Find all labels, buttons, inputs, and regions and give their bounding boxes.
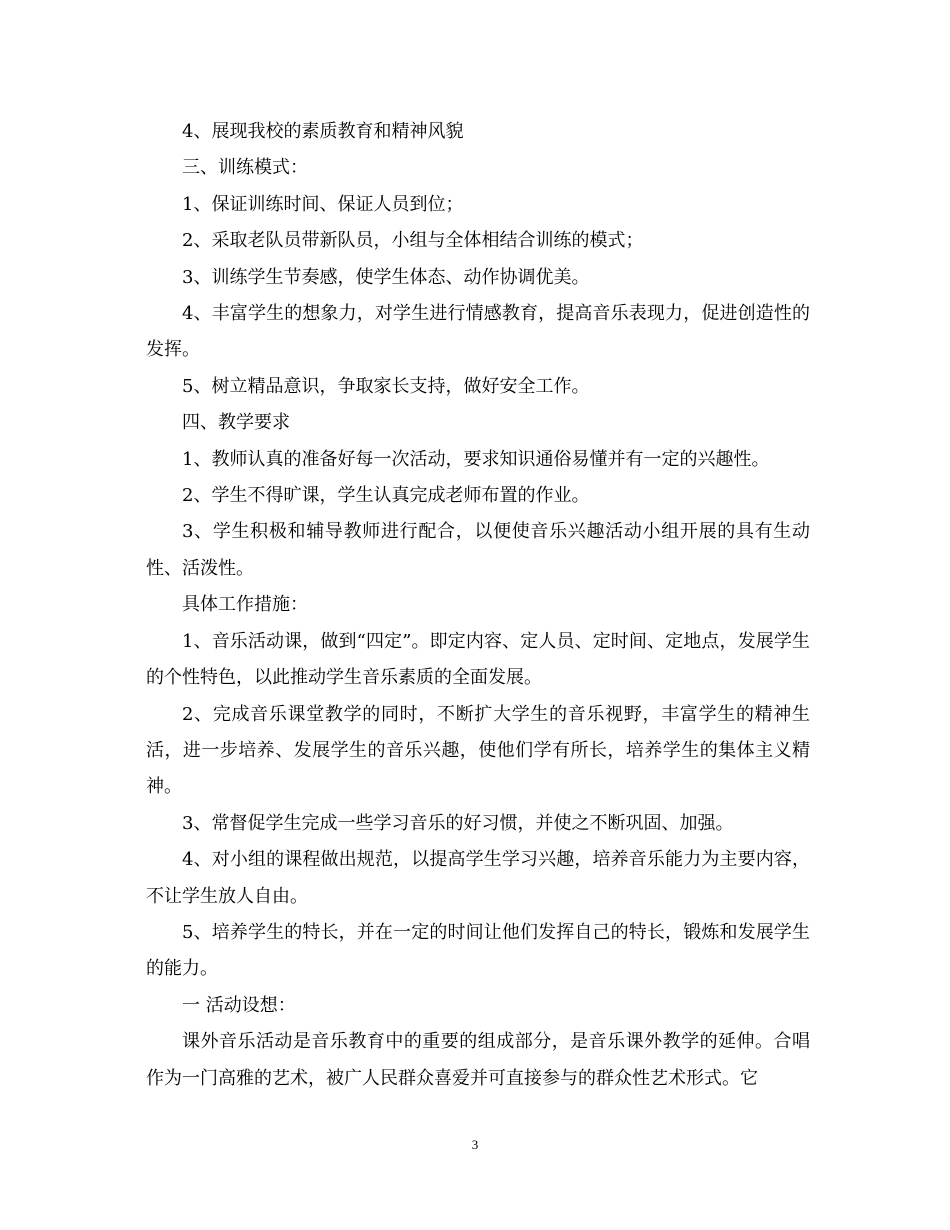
paragraph: 1、保证训练时间、保证人员到位； xyxy=(182,193,464,215)
paragraph: 2、学生不得旷课，学生认真完成老师布置的作业。 xyxy=(182,485,590,507)
paragraph: 3、训练学生节奏感，使学生体态、动作协调优美。 xyxy=(182,266,590,288)
document-body xyxy=(146,114,810,1097)
paragraph: 4、展现我校的素质教育和精神风貌 xyxy=(182,121,464,142)
section-heading: 一 活动设想： xyxy=(182,994,296,1016)
section-heading: 具体工作措施： xyxy=(182,594,308,616)
section-heading: 四、教学要求 xyxy=(182,412,290,434)
page-number: 3 xyxy=(471,1137,479,1152)
paragraph: 课外音乐活动是音乐教育中的重要的组成部分，是音乐课外教学的延伸。合唱作为一门高雅的艺术，被广人民群众喜爱并可直接参与的群众性艺术形式。它 xyxy=(146,1031,810,1089)
paragraph: 4、丰富学生的想象力，对学生进行情感教育，提高音乐表现力，促进创造性的发挥。 xyxy=(146,303,810,361)
paragraph: 3、常督促学生完成一些学习音乐的好习惯，并使之不断巩固、加强。 xyxy=(182,812,734,834)
paragraph: 4、对小组的课程做出规范，以提高学生学习兴趣，培养音乐能力为主要内容，不让学生放人自由。 xyxy=(146,849,810,907)
section-heading: 三、训练模式： xyxy=(182,157,308,179)
paragraph: 2、采取老队员带新队员，小组与全体相结合训练的模式； xyxy=(182,230,644,252)
paragraph: 2、完成音乐课堂教学的同时，不断扩大学生的音乐视野，丰富学生的精神生活，进一步培养、发展学生的音乐兴趣，使他们学有所长，培养学生的集体主义精神。 xyxy=(146,703,810,798)
paragraph: 5、树立精品意识，争取家长支持，做好安全工作。 xyxy=(182,375,590,397)
paragraph: 1、教师认真的准备好每一次活动，要求知识通俗易懂并有一定的兴趣性。 xyxy=(182,448,770,470)
paragraph: 5、培养学生的特长，并在一定的时间让他们发挥自己的特长，锻炼和发展学生的能力。 xyxy=(146,921,810,980)
paragraph: 1、音乐活动课，做到“四定”。即定内容、定人员、定时间、定地点，发展学生的个性特色，以此推动学生音乐素质的全面发展。 xyxy=(146,630,810,689)
paragraph: 3、学生积极和辅导教师进行配合，以便使音乐兴趣活动小组开展的具有生动性、活泼性。 xyxy=(146,521,810,579)
